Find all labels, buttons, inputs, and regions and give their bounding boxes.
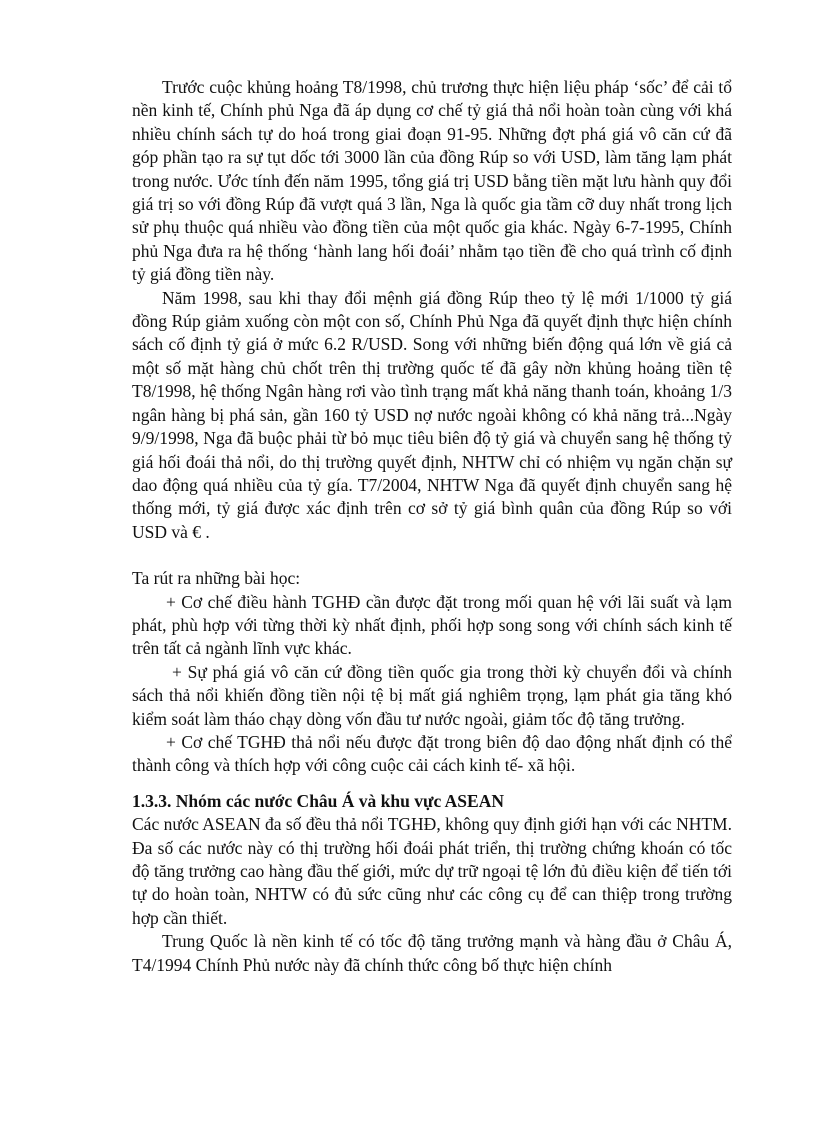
lessons-intro: Ta rút ra những bài học: [132,568,301,589]
spacer [132,544,732,567]
paragraph-russia-1998: Năm 1998, sau khi thay đổi mệnh giá đồng Rúp theo tỷ lệ mới 1/1000 tỷ giá đồng Rúp giảm xuống còn một con số, Chính Phủ Nga đã quyết định thực hiện chính sách cố định tỷ giá ở mức 6.2 R/USD. Song với những biến động quá lớn về giá cả một số mặt hàng chủ chốt trên thị trường quốc tế đã gây nờn khủng hoảng tiền tệ T8/1998, hệ thống Ngân hàng rơi vào tình trạng mất khả năng thanh toán, khoảng 1/3 ngân hàng bị phá sản, gần 160 tỷ USD nợ nước ngoài không có khả năng trả...Ngày 9/9/1998, Nga đã buộc phải từ bỏ mục tiêu biên độ tỷ giá và chuyển sang hệ thống tỷ giá hối đoái thả nổi, do thị trường quyết định, NHTW chỉ có nhiệm vụ ngăn chặn sự dao động quá nhiều của tỷ gía. T7/2004, NHTW Nga đã quyết định chuyển sang hệ thống mới, tỷ giá được xác định trên cơ sở tỷ giá bình quân của đồng Rúp so với USD và € . [132,287,732,542]
lesson-item-1: + Cơ chế điều hành TGHĐ cần được đặt trong mối quan hệ với lãi suất và lạm phát, phù hợp với từng thời kỳ nhất định, phối hợp song song với chính sách kinh tế trên tất cả ngành lĩnh vực khác. [132,591,732,659]
section-heading: 1.3.3. Nhóm các nước Châu Á và khu vực ASEAN [132,790,504,811]
paragraph-china: Trung Quốc là nền kinh tế có tốc độ tăng trưởng mạnh và hàng đầu ở Châu Á, T4/1994 Chính Phủ nước này đã chính thức công bố thực hiện chính [132,931,732,975]
spacer [132,778,732,790]
lesson-item-3: + Cơ chế TGHĐ thả nổi nếu được đặt trong biên độ dao động nhất định có thể thành công và thích hợp với công cuộc cải cách kinh tế- xã hội. [132,731,732,776]
document-page [132,76,732,977]
paragraph-asean: Các nước ASEAN đa số đều thả nổi TGHĐ, không quy định giới hạn với các NHTM. Đa số các nước này có thị trường hối đoái phát triển, thị trường chứng khoán có tốc độ tăng trưởng cao hàng đầu thế giới, mức dự trữ ngoại tệ lớn đủ điều kiện để tiến tới tự do hoàn toàn, NHTW có đủ sức cũng như các công cụ để can thiệp trong trường hợp cần thiết. [132,814,732,928]
lesson-item-2: + Sự phá giá vô căn cứ đồng tiền quốc gia trong thời kỳ chuyển đổi và chính sách thả nổi khiến đồng tiền nội tệ bị mất giá nghiêm trọng, lạm phát gia tăng khó kiểm soát làm tháo chạy dòng vốn đầu tư nước ngoài, giảm tốc độ tăng trưởng. [132,661,732,729]
paragraph-russia-crisis: Trước cuộc khủng hoảng T8/1998, chủ trương thực hiện liệu pháp ‘sốc’ để cải tổ nền kinh tế, Chính phủ Nga đã áp dụng cơ chế tỷ giá thả nổi hoàn toàn cùng với khá nhiều chính sách tự do hoá trong giai đoạn 91-95. Những đợt phá giá vô căn cứ đã góp phần tạo ra sự tụt dốc tới 3000 lần của đồng Rúp so với USD, làm tăng lạm phát trong nước. Ước tính đến năm 1995, tổng giá trị USD bằng tiền mặt lưu hành quy đổi giá trị so với đồng Rúp đã vượt quá 3 lần, Nga là quốc gia tầm cỡ duy nhất trong lịch sử phụ thuộc quá nhiều vào đồng tiền của một quốc gia khác. Ngày 6-7-1995, Chính phủ Nga đưa ra hệ thống ‘hành lang hối đoái’ nhằm tạo tiền đề cho quá trình cố định tỷ giá đồng tiền này. [132,77,732,285]
